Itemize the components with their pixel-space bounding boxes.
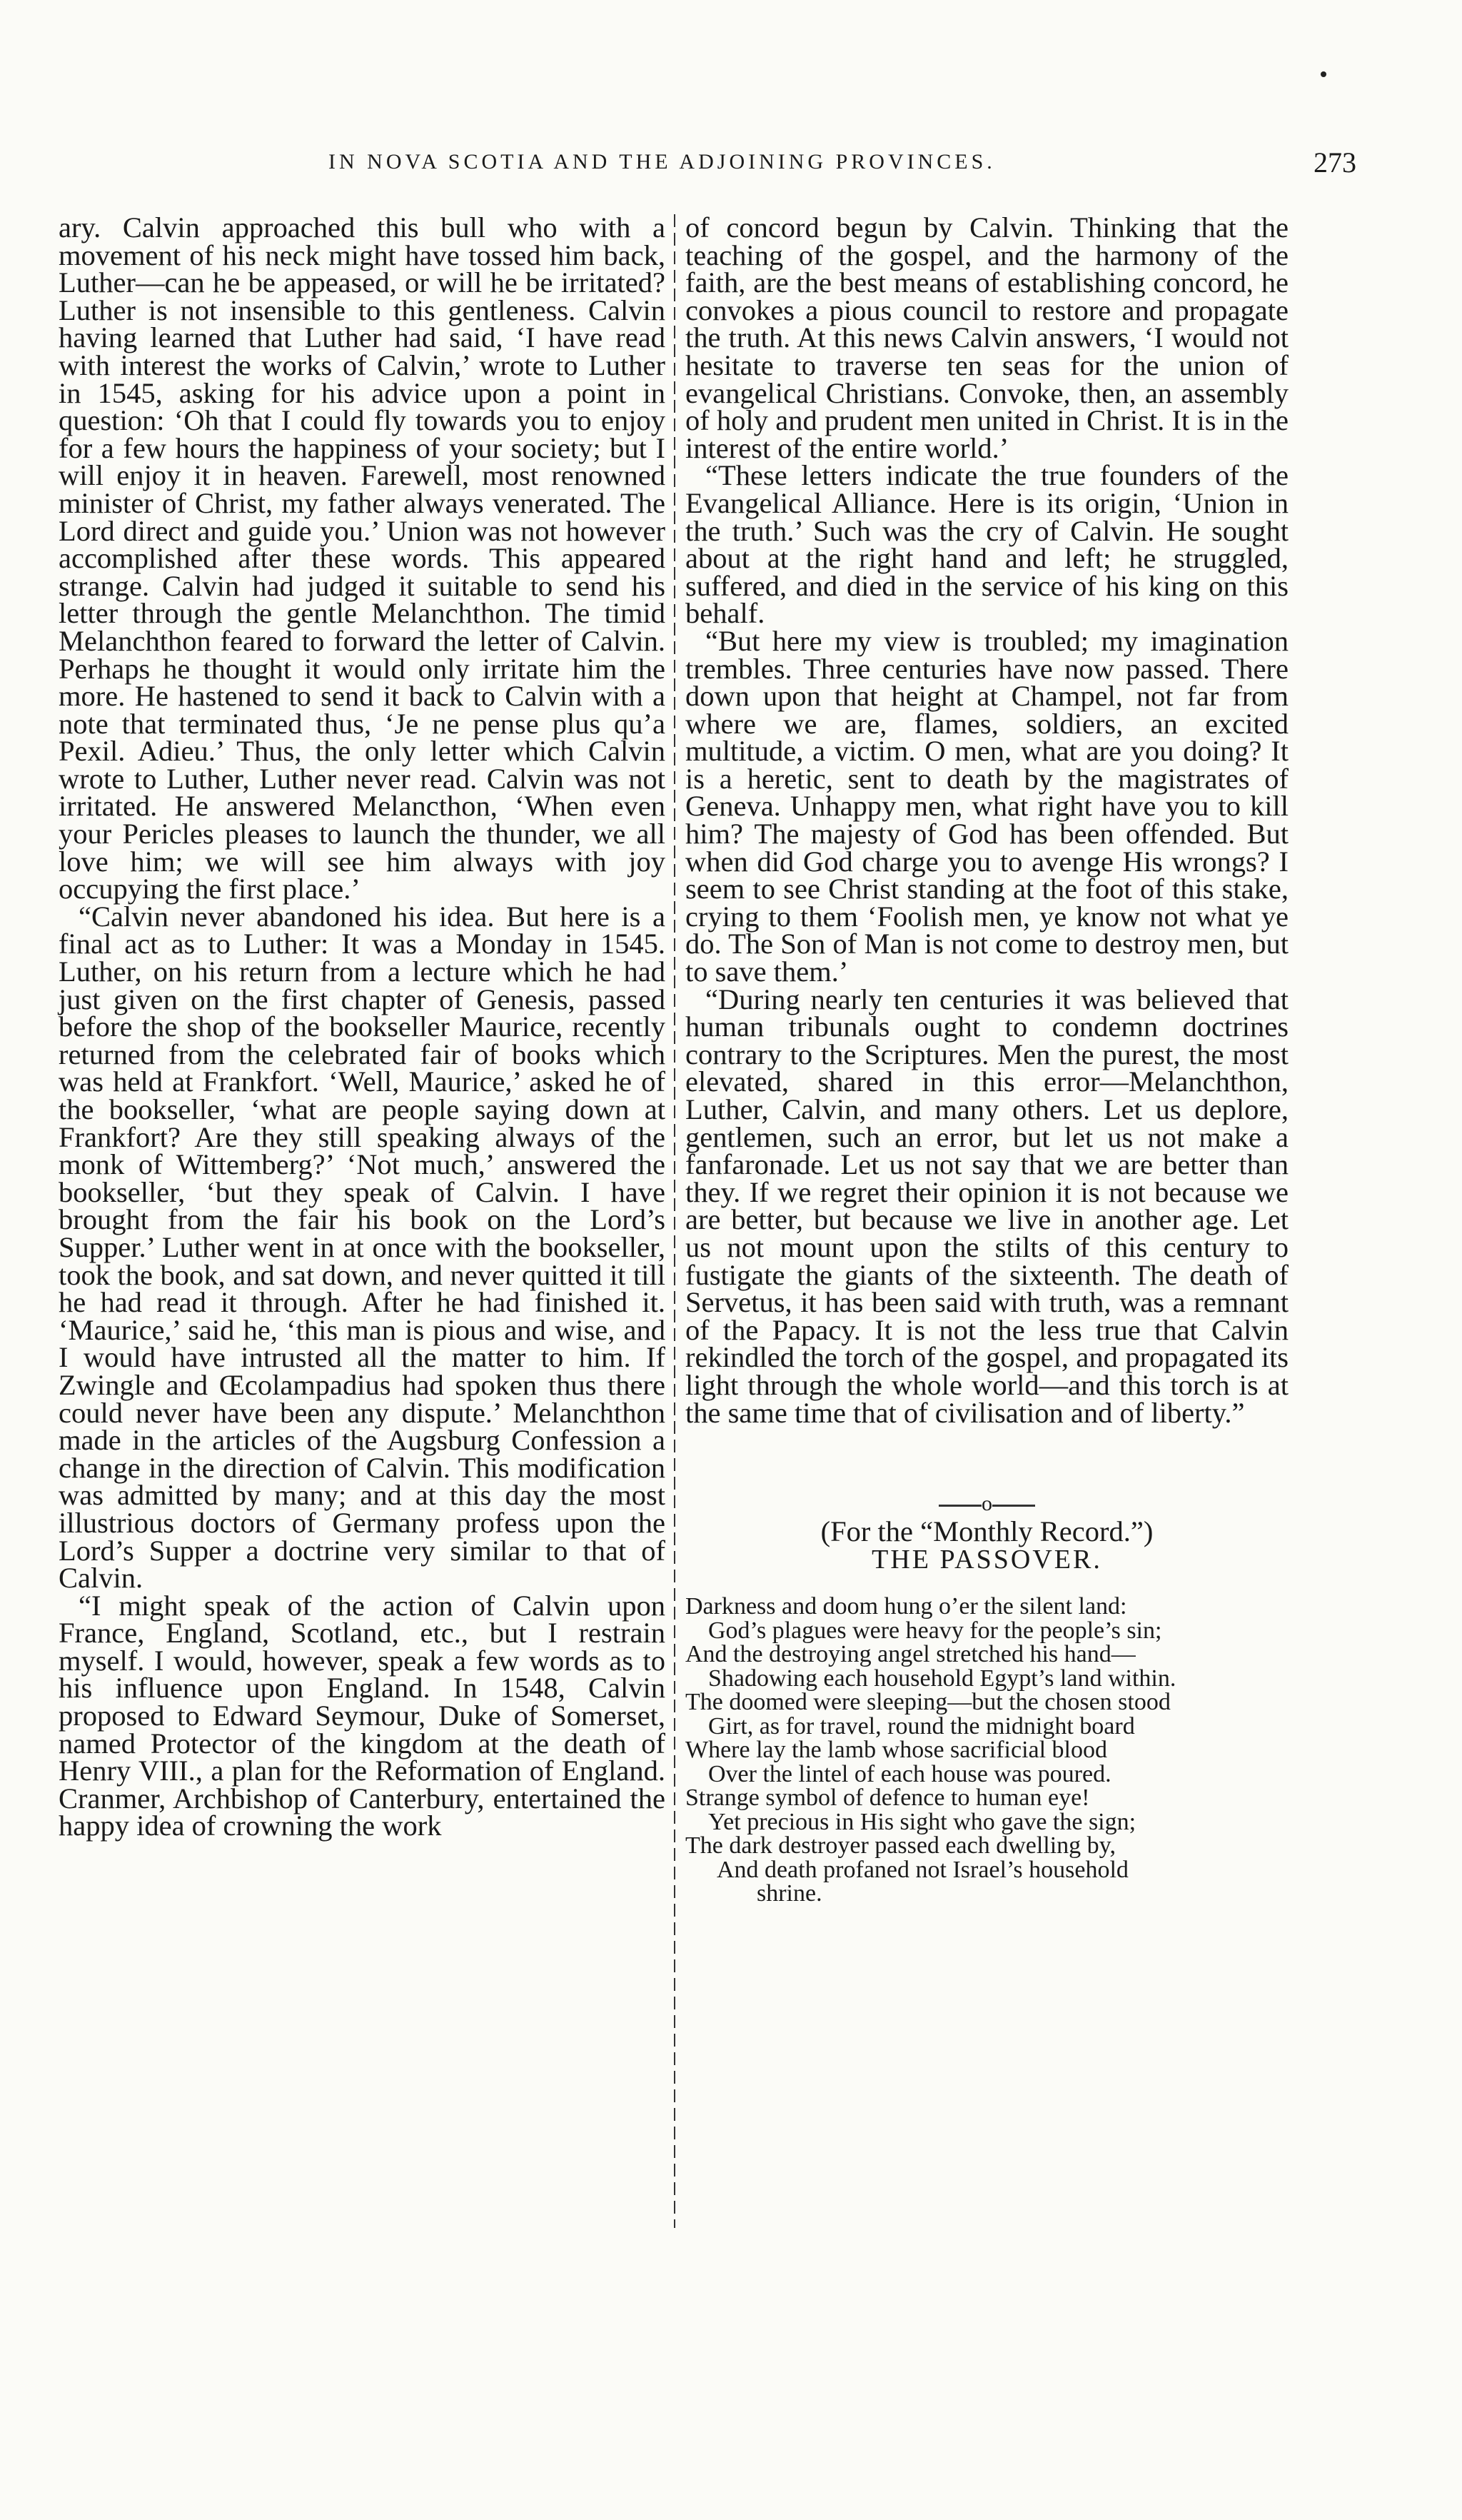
left-paragraph-1: ary. Calvin approached this bull who with a movement of his neck might have tossed him back, Luther—can he be appeased, or will he be irritated? Luther is not insensible to this gentleness. Calvin having learned that Luther had said, ‘I have read with interest the works of Calvin,’ wrote to Luther in 1545, asking for his advice upon a point in question: ‘Oh that I could fly towards you to enjoy for a few hours the happiness of your society; but I will enjoy it in heaven. Farewell, most renowned minister of Christ, my father always venerated. The Lord direct and guide you.’ Union was not however accomplished after these words. This appeared strange. Calvin had judged it suitable to send his letter through the gentle Melanchthon. The timid Melanchthon feared to forward the letter of Calvin. Perhaps he thought it would only irritate him the more. He hastened to send it back to Calvin with a note that terminated thus, ‘Je ne pense plus qu’a Pexil. Adieu.’ Thus, the only letter which Calvin wrote to Luther, Luther never read. Calvin was not irritated. He answered Melancthon, ‘When even your Pericles pleases to launch the thunder, we all love him; we will see him always with joy occupying the first place.’	[59, 211, 665, 905]
left-column	[59, 211, 665, 1842]
separator-mark: o	[982, 1492, 992, 1516]
poem-line: Shadowing each household Egypt’s land within.	[708, 1665, 1176, 1692]
poem-line: Girt, as for travel, round the midnight board	[708, 1712, 1135, 1740]
section-separator	[685, 1490, 1289, 1518]
right-paragraph-2: “These letters indicate the true founders of the Evangelical Alliance. Here is its origin, ‘Union in the truth.’ Such was the cry of Calvin. He sought about at the right hand and left; he struggled, suffered, and died in the service of his king on this behalf.	[685, 459, 1289, 630]
right-paragraph-3: “But here my view is troubled; my imagination trembles. Three centuries have now passed. There down upon that height at Champel, not far from where we are, flames, soldiers, an excited multitude, a victim. O men, what are you doing? It is a heretic, sent to death by the magistrates of Geneva. Unhappy men, what right have you to kill him? The majesty of God has been offended. But when did God charge you to avenge His wrongs? I seem to see Christ standing at the foot of this stake, crying to them ‘Foolish men, ye know not what ye do. The Son of Man is not come to destroy men, but to save them.’	[685, 624, 1289, 988]
poem-line: And the destroying angel stretched his hand—	[685, 1641, 1136, 1668]
poem-line: Strange symbol of defence to human eye!	[685, 1784, 1090, 1812]
poem-line: Over the lintel of each house was poured.	[708, 1760, 1111, 1787]
poem-line: The doomed were sleeping—but the chosen stood	[685, 1689, 1171, 1716]
right-column	[685, 211, 1289, 1907]
left-paragraph-3: “I might speak of the action of Calvin upon France, England, Scotland, etc., but I restrain myself. I would, however, speak a few words as to his influence upon England. In 1548, Calvin proposed to Edward Seymour, Duke of Somerset, named Protector of the kingdom at the death of Henry VIII., a plan for the Reformation of England. Cranmer, Archbishop of Canterbury, entertained the happy idea of crowning the work	[59, 1589, 665, 1842]
poem-line: Where lay the lamb whose sacrificial blood	[685, 1737, 1107, 1764]
right-paragraph-1: of concord begun by Calvin. Thinking that the teaching of the gospel, and the harmony of the faith, are the best means of establishing concord, he convokes a pious council to restore and propagate the truth. At this news Calvin answers, ‘I would not hesitate to traverse ten seas for the union of evangelical Christians. Convoke, then, an assembly of holy and prudent men united in Christ. It is in the interest of the entire world.’	[685, 211, 1289, 464]
poem-title: THE PASSOVER.	[872, 1544, 1102, 1575]
column-rule	[674, 214, 675, 2228]
page-header	[114, 146, 1356, 200]
corner-dot	[1321, 71, 1326, 77]
poem-line: Yet precious in His sight who gave the sign;	[708, 1808, 1136, 1835]
poem	[685, 1595, 1289, 1906]
poem-line: The dark destroyer passed each dwelling by,	[685, 1832, 1116, 1859]
page-number: 273	[1314, 146, 1356, 179]
left-paragraph-2: “Calvin never abandoned his idea. But here is a final act as to Luther: It was a Monday in 1545. Luther, on his return from a lecture which he had just given on the first chapter of Genesis, passed before the shop of the bookseller Maurice, recently returned from the celebrated fair of books which was held at Frankfort. ‘Well, Maurice,’ asked he of the bookseller, ‘what are people saying down at Frankfort? Are they still speaking always of the monk of Wittemberg?’ ‘Not much,’ answered the bookseller, ‘but they speak of Calvin. I have brought from the fair his book on the Lord’s Supper.’ Luther went in at once with the bookseller, took the book, and sat down, and never quitted it till he had read it through. After he had finished it. ‘Maurice,’ said he, ‘this man is pious and wise, and I would have intrusted all the matter to him. If Zwingle and Œcolampadius had spoken thus there could never have been any dispute.’ Melanchthon made in the articles of the Augsburg Confession a change in the direction of Calvin. This modification was admitted by many; and at this day the most illustrious doctors of Germany profess upon the Lord’s Supper a doctrine very similar to that of Calvin.	[59, 900, 665, 1595]
running-head: IN NOVA SCOTIA AND THE ADJOINING PROVINCES.	[328, 150, 996, 174]
poem-line: And death profaned not Israel’s household	[717, 1856, 1129, 1883]
right-paragraph-4: “During nearly ten centuries it was believed that human tribunals ought to condemn doctrines contrary to the Scriptures. Men the purest, the most elevated, shared in this error—Melanchthon, Luther, Calvin, and many others. Let us deplore, gentlemen, such an error, but let us not make a fanfaronade. Let us not say that we are better than they. If we regret their opinion it is not because we are better, but because we live in another age. Let us not mount upon the stilts of this century to fustigate the giants of the sixteenth. The death of Servetus, it has been said with truth, was a remnant of the Papacy. It is not the less true that Calvin rekindled the torch of the gospel, and propagated its light through the whole world—and this torch is at the same time that of civilisation and of liberty.”	[685, 983, 1289, 1429]
poem-line: shrine.	[757, 1880, 822, 1907]
poem-line: Darkness and doom hung o’er the silent land:	[685, 1593, 1127, 1620]
source-note: (For the “Monthly Record.”)	[820, 1515, 1154, 1548]
poem-line: God’s plagues were heavy for the people’s sin;	[708, 1617, 1162, 1644]
